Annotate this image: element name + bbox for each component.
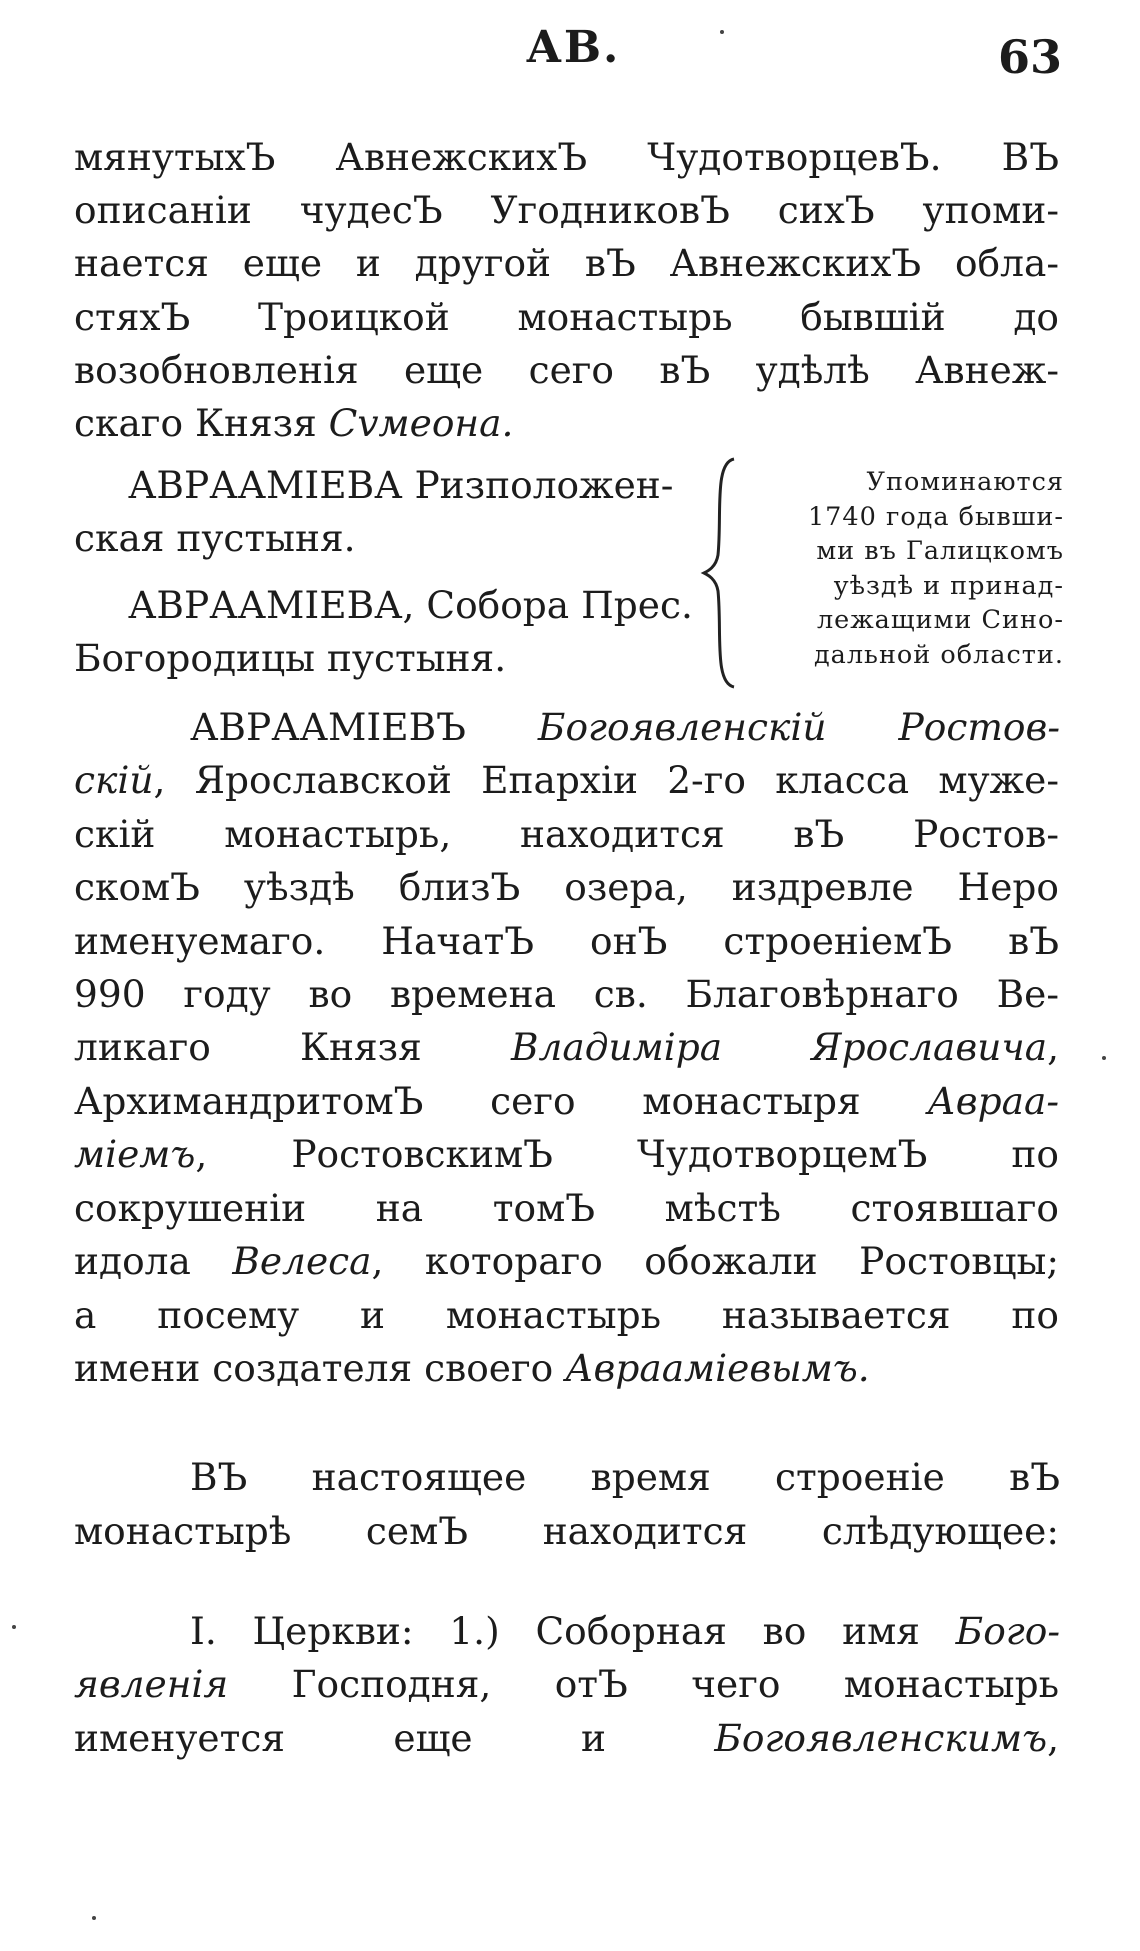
text-line: именуется еще и Богоявленскимъ, (74, 1716, 1059, 1760)
entry-text: Богородицы пустыня. (74, 636, 507, 680)
text-line: монастырѣ семЪ находится слѣдующее: (74, 1509, 1059, 1553)
text-line: ликаго Князя Владимiра Ярославича, (74, 1025, 1059, 1069)
text-line: скаго Князя Сvмеона. (74, 401, 514, 445)
page-number: 63 (997, 30, 1062, 84)
running-head: АВ. (526, 22, 621, 73)
curly-brace-icon (700, 455, 740, 690)
entry-text: ская пустыня. (74, 516, 356, 560)
text-line: возобновленiя еще сего вЪ удѣлѣ Авнеж- (74, 348, 1059, 392)
text-line: 990 году во времена св. Благовѣрнаго Ве- (74, 972, 1059, 1016)
italic-name: Сvмеона. (328, 401, 514, 445)
side-note-line: ми въ Галицкомъ (816, 536, 1064, 566)
text-line: нается еще и другой вЪ АвнежскихЪ обла- (74, 241, 1059, 285)
text-line: скiй, Ярославской Епархiи 2-го класса муже- (74, 758, 1059, 802)
scan-speck (1102, 1056, 1106, 1060)
text-line: имени создателя своего Авраамiевымъ. (74, 1346, 870, 1390)
text-line: скомЪ уѣздѣ близЪ озера, издревле Неро (74, 865, 1059, 909)
side-note-line: Упоминаются (866, 467, 1064, 497)
side-note (742, 465, 1064, 672)
side-note-line: уѣздѣ и принад- (833, 570, 1064, 601)
text-line: АрхимандритомЪ сего монастыря Авраа- (74, 1079, 1059, 1123)
text-line: а посему и монастырь называется по (74, 1293, 1059, 1337)
entry-heading: АВРААМIЕВА, Собора Прес. (128, 583, 693, 627)
text-line: сокрушенiи на томЪ мѣстѣ стоявшаго (74, 1186, 1059, 1230)
side-note-line: дальной области. (813, 639, 1064, 670)
scan-speck (12, 1625, 16, 1629)
text-line: стяхЪ Троицкой монастырь бывшiй до (74, 295, 1059, 339)
text-line: I. Церкви: 1.) Соборная во имя Бого- (190, 1609, 1060, 1653)
text-line: идола Велеса, котораго обожали Ростовцы; (74, 1239, 1059, 1283)
side-note-line: лежащими Сино- (816, 605, 1064, 635)
text-line: описанiи чудесЪ УгодниковЪ сихЪ упоми- (74, 188, 1059, 232)
entry-heading-line: АВРААМIЕВЪ Богоявленскiй Ростов- (190, 705, 1060, 749)
text-line: мiемъ, РостовскимЪ ЧудотворцемЪ по (74, 1132, 1059, 1176)
scan-speck (92, 1916, 96, 1920)
text-line: ВЪ настоящее время строенiе вЪ (190, 1455, 1060, 1499)
entry-heading: АВРААМIЕВА Ризположен- (128, 463, 674, 507)
side-note-line: 1740 года бывши- (807, 501, 1064, 532)
text-line: именуемаго. НачатЪ онЪ строенiемЪ вЪ (74, 919, 1059, 963)
text-line: мянутыхЪ АвнежскихЪ ЧудотворцевЪ. ВЪ (74, 135, 1059, 179)
text-line: явленiя Господня, отЪ чего монастырь (74, 1662, 1059, 1706)
scan-speck (720, 30, 724, 34)
text-line: скiй монастырь, находится вЪ Ростов- (74, 812, 1059, 856)
